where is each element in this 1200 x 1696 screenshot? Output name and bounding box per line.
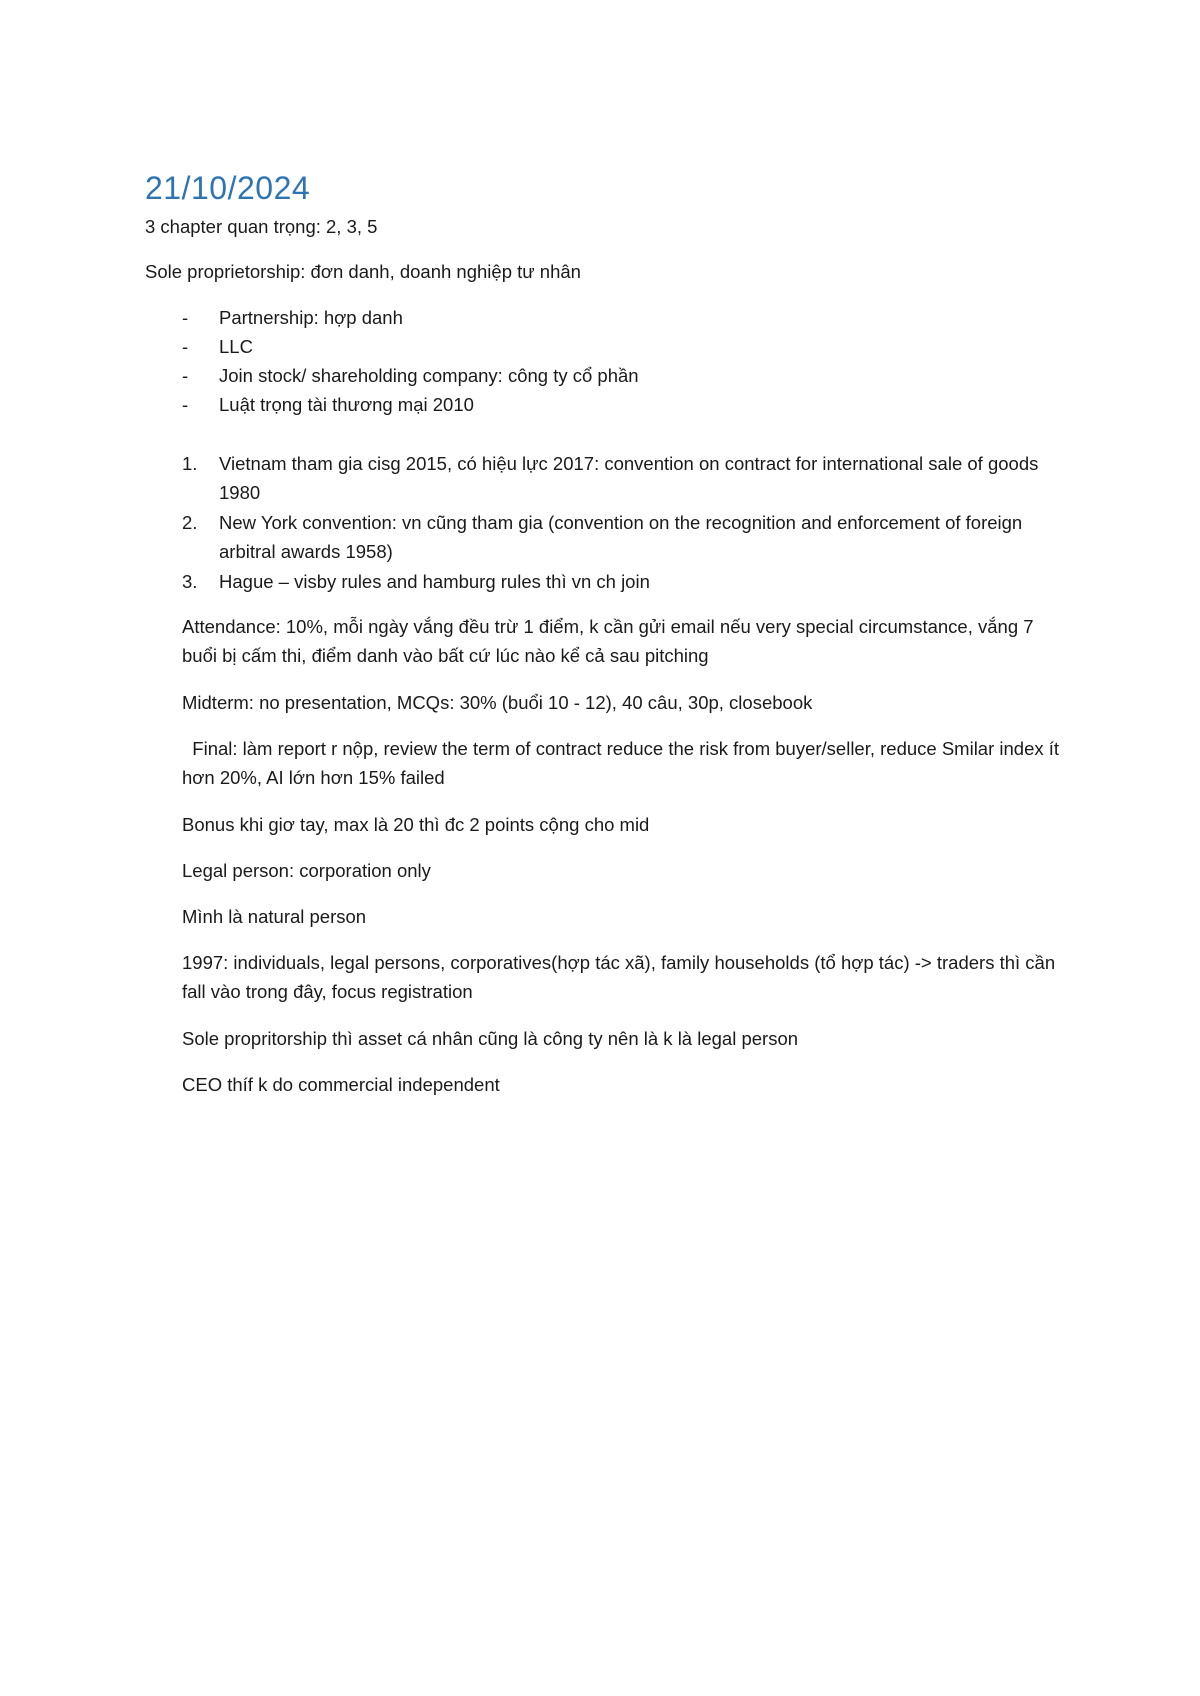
number-marker: 1. <box>182 453 198 474</box>
date-heading: 21/10/2024 <box>145 170 311 206</box>
bullet-text: Partnership: hợp danh <box>219 307 403 328</box>
intro-line: 3 chapter quan trọng: 2, 3, 5 <box>145 216 378 237</box>
bullet-marker: - <box>182 336 189 357</box>
numbered-text: Vietnam tham gia cisg 2015, có hiệu lực 2017: convention on contract for international sale of goods 1980 <box>219 453 1039 503</box>
numbered-text: New York convention: vn cũng tham gia (convention on the recognition and enforcement of foreign arbitral awards 1958) <box>219 512 1023 562</box>
number-marker: 2. <box>182 512 198 533</box>
attendance-paragraph: Attendance: 10%, mỗi ngày vắng đều trừ 1 điểm, k cần gửi email nếu very special circumstance, vắng 7 buổi bị cấm thi, điểm danh vào bất cứ lúc nào kể cả sau pitching <box>182 616 1034 666</box>
number-marker: 3. <box>182 571 198 592</box>
legal-person-paragraph: Legal person: corporation only <box>182 860 431 881</box>
sole-proprietorship-line: Sole proprietorship: đơn danh, doanh nghiệp tư nhân <box>145 261 581 282</box>
final-paragraph: Final: làm report r nộp, review the term of contract reduce the risk from buyer/seller, reduce Smilar index ít hơn 20%, AI lớn hơn 15% failed <box>182 738 1065 788</box>
midterm-paragraph: Midterm: no presentation, MCQs: 30% (buổi 10 - 12), 40 câu, 30p, closebook <box>182 692 813 713</box>
sole-propritorship-paragraph: Sole propritorship thì asset cá nhân cũng là công ty nên là k là legal person <box>182 1028 799 1049</box>
ceo-paragraph: CEO thíf k do commercial independent <box>182 1074 500 1095</box>
bullet-text: LLC <box>219 336 253 357</box>
bullet-marker: - <box>182 307 189 328</box>
bullet-text: Luật trọng tài thương mại 2010 <box>219 394 474 415</box>
natural-person-paragraph: Mình là natural person <box>182 906 367 927</box>
1997-paragraph: 1997: individuals, legal persons, corporatives(hợp tác xã), family households (tổ hợp tác) -> traders thì cần fall vào trong đây, focus registration <box>182 952 1056 1002</box>
numbered-text: Hague – visby rules and hamburg rules thì vn ch join <box>219 571 650 592</box>
bonus-paragraph: Bonus khi giơ tay, max là 20 thì đc 2 points cộng cho mid <box>182 814 650 835</box>
bullet-text: Join stock/ shareholding company: công ty cổ phần <box>219 365 639 386</box>
bullet-marker: - <box>182 365 189 386</box>
bullet-marker: - <box>182 394 189 415</box>
